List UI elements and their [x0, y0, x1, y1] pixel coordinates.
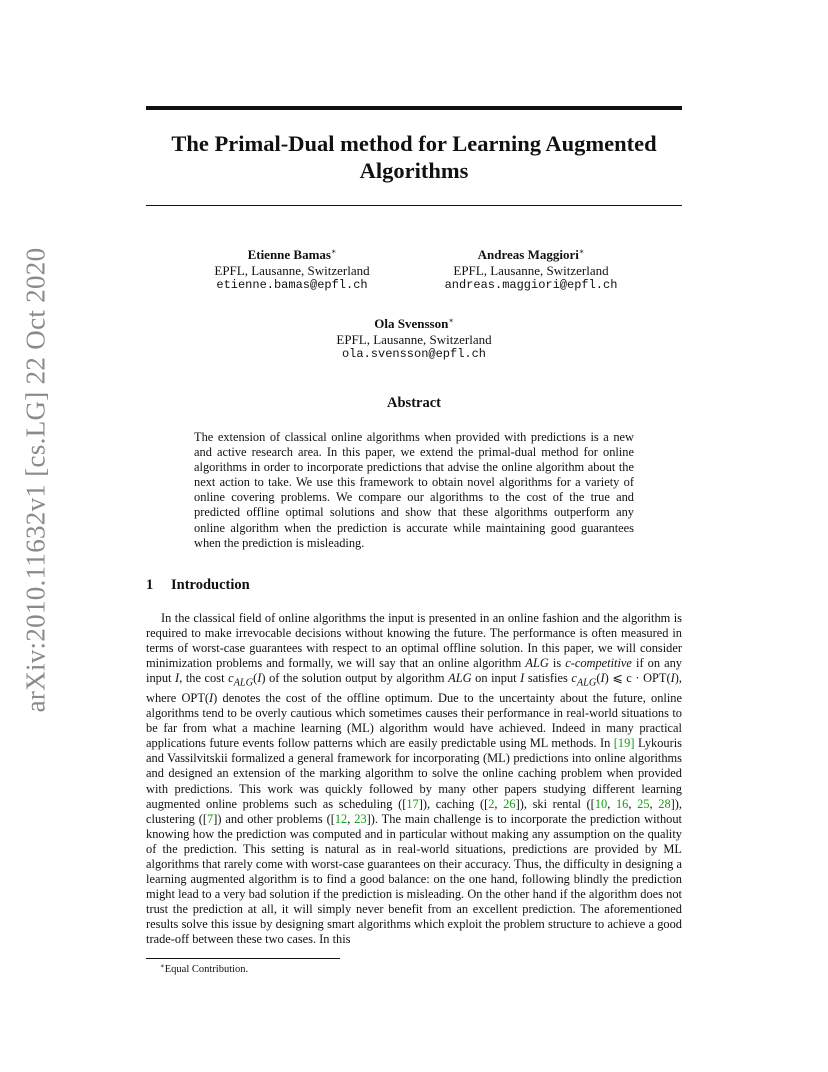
citation-link[interactable]: 16	[615, 796, 629, 811]
abstract-heading: Abstract	[387, 395, 441, 411]
author-email[interactable]: etienne.bamas@epfl.ch	[216, 278, 368, 292]
section-number: 1	[146, 577, 154, 593]
introduction-paragraph: In the classical field of online algorithms the input is presented in an online fashion and the algorithm is required to make irrevocable decisions without knowing the future. The performance is often measured in terms of worst-case guarantees with respect to an optimal offline solution. In this paper, we will consider minimization problems and formally, we will say that an online algorithm ALG is c-competitive if on any input I, the cost $c_{ALG}(I)$ of the solution output by algorithm ALG on input I satisfies $c_{ALG}(I)$ ⩽ c · OPT(I), where OPT(I) denotes the cost of the offline optimum. Due to the uncertainty about the future, online algorithms tend to be overly cautious which sometimes causes their performance in real-world situations to be far from what a machine learning (ML) algorithm would have achieved. Indeed in many practical applications future events follow patterns which are easily predictable using ML methods. In [19] Lykouris and Vassilvitskii formalized a general framework for incorporating (ML) predictions into online algorithms and designed an extension of the marking algorithm to solve the online caching problem when provided with predictions. This work was quickly followed by many other papers studying different learning augmented online problems such as scheduling ([17]), caching ([2, 26]), ski rental ([10, 16, 25, 28]), clustering ([7]) and other problems ([12, 23]). The main challenge is to incorporate the prediction without knowing how the prediction was computed and in particular without making any assumption on the quality of the prediction. This setting is natural as in real-world situations, predictions are provided by ML algorithms that rarely come with worst-case guarantees on their accuracy. Thus, the difficulty in designing a learning augmented algorithm is to find a good balance: on the one hand, following blindly the prediction might lead to a very bad solution if the prediction is misleading. On the other hand if the algorithm does not trust the prediction at all, it will simply never benefit from an excellent prediction. The aforementioned results solve this issue by designing smart algorithms which exploit the problem structure to achieve a good trade-off between these two cases. In this	[146, 611, 683, 947]
author-block	[431, 244, 631, 294]
title-top-rule	[146, 106, 682, 110]
citation-link[interactable]: 7	[207, 811, 214, 826]
citation-link[interactable]: 23	[354, 811, 367, 826]
citation-link[interactable]: 26	[503, 796, 516, 811]
author-email[interactable]: andreas.maggiori@epfl.ch	[444, 278, 618, 292]
author-affiliation: EPFL, Lausanne, Switzerland	[453, 262, 609, 278]
author-name: Etienne Bamas∗	[247, 247, 337, 262]
footnote-rule	[146, 958, 340, 959]
citation-link[interactable]: 2	[488, 796, 495, 811]
paper-title: The Primal-Dual method for Learning Augmented Algorithms	[171, 131, 657, 183]
arxiv-identifier-stamp: arXiv:2010.11632v1 [cs.LG] 22 Oct 2020	[20, 247, 51, 713]
citation-link[interactable]: 12	[334, 811, 348, 826]
section-heading-introduction	[146, 577, 250, 594]
abstract-text: The extension of classical online algorithms when provided with predictions is a new and active research area. In this paper, we extend the primal-dual method for online algorithms in order to incorporate predictions that advise the online algorithm about the next action to take. We use this framework to obtain novel algorithms for a variety of online covering problems. We compare our algorithms to the cost of the true and predicted offline optimal solutions and show that these algorithms outperform any online algorithm when the prediction is accurate while maintaining good guarantees when the prediction is misleading.	[194, 430, 634, 550]
author-block	[192, 244, 392, 294]
title-bottom-rule	[146, 205, 682, 206]
footnote: ∗Equal Contribution.	[160, 962, 249, 975]
author-email[interactable]: ola.svensson@epfl.ch	[341, 347, 487, 361]
section-title: Introduction	[171, 577, 250, 593]
citation-link[interactable]: 17	[406, 796, 419, 811]
author-affiliation: EPFL, Lausanne, Switzerland	[336, 331, 492, 347]
citation-link[interactable]: 25	[637, 796, 650, 811]
citation-link[interactable]: 10	[594, 796, 608, 811]
author-name: Ola Svensson∗	[374, 316, 454, 331]
emphasis-c-competitive: c-competitive	[565, 656, 632, 671]
author-affiliation: EPFL, Lausanne, Switzerland	[214, 262, 370, 278]
author-name: Andreas Maggiori∗	[477, 247, 585, 262]
author-block	[314, 313, 514, 363]
citation-link[interactable]: 28	[658, 796, 671, 811]
math-alg: ALG	[525, 656, 549, 671]
citation-link[interactable]: [19]	[613, 736, 635, 751]
